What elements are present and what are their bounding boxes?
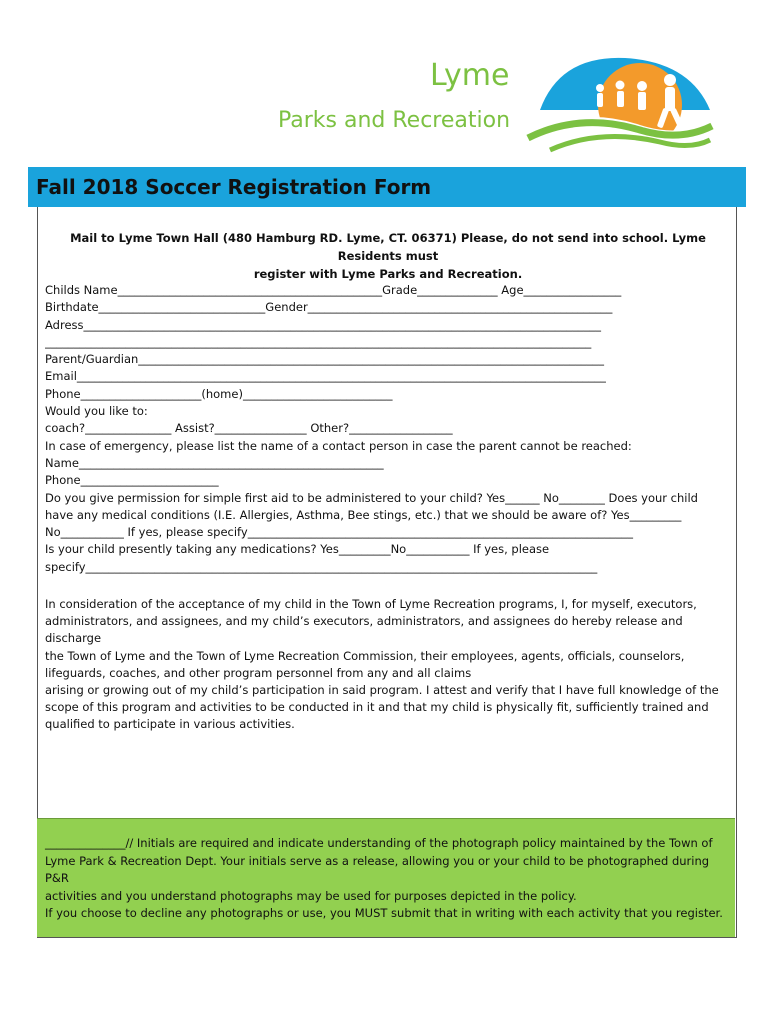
- registration-fields: [45, 282, 725, 576]
- field-emergency-name[interactable]: Name_____________________________________________________: [45, 455, 384, 470]
- release-line: In consideration of the acceptance of my child in the Town of Lyme Recreation programs, I, for myself, executors,: [45, 597, 697, 611]
- release-line: arising or growing out of my child’s participation in said program. I attest and verify that I have full knowledge of the: [45, 683, 719, 698]
- field-parent-guardian[interactable]: Parent/Guardian_________________________________________________________________________________: [45, 352, 605, 367]
- release-line: administrators, and assignees, and my child’s executors, administrators, and assignees do hereby release and discharge: [45, 614, 683, 646]
- field-address-line2[interactable]: _______________________________________________________________________________________________: [45, 334, 592, 349]
- field-phone[interactable]: Phone_____________________(home)__________________________: [45, 386, 393, 401]
- field-address[interactable]: Adress__________________________________________________________________________________________: [45, 317, 601, 332]
- medications-question[interactable]: Is your child presently taking any medications? Yes_________No___________ If yes, please: [45, 542, 550, 557]
- release-line: scope of this program and activities to be conducted in it and that my child is physically fit, sufficiently trained and: [45, 700, 709, 715]
- page-header: [0, 0, 770, 165]
- lyme-logo-icon: [520, 50, 715, 160]
- field-birthdate[interactable]: Birthdate_____________________________Gender_____________________________________________________: [45, 300, 613, 315]
- release-line: the Town of Lyme and the Town of Lyme Recreation Commission, their employees, agents, officials, counselors,: [45, 648, 685, 663]
- release-statement: [45, 596, 725, 734]
- field-emergency-phone[interactable]: Phone________________________: [45, 473, 219, 488]
- medical-conditions-specify[interactable]: No___________ If yes, please specify___________________________________________________________________: [45, 525, 633, 540]
- mail-instructions-line: Mail to Lyme Town Hall (480 Hamburg RD. Lyme, CT. 06371) Please, do not send into school. Lyme Residents must: [70, 231, 706, 263]
- brand-subtitle: Parks and Recreation: [278, 108, 511, 133]
- photo-policy-initials-line[interactable]: ______________// Initials are required and indicate understanding of the photograph policy maintained by the Town of: [45, 836, 713, 850]
- photo-policy-box: [37, 818, 735, 937]
- brand-name: Lyme: [430, 58, 510, 93]
- mail-instructions-line: register with Lyme Parks and Recreation.: [253, 267, 523, 281]
- photo-policy-line: Lyme Park & Recreation Dept. Your initials serve as a release, allowing you or your child to be photographed during P&R: [45, 853, 710, 885]
- medical-conditions-question[interactable]: have any medical conditions (I.E. Allergies, Asthma, Bee stings, etc.) that we should be aware of? Yes_________: [45, 507, 682, 522]
- release-line: lifeguards, coaches, and other program personnel from any and all claims: [45, 665, 472, 680]
- emergency-instructions: In case of emergency, please list the name of a contact person in case the parent cannot be reached:: [45, 438, 632, 453]
- first-aid-question[interactable]: Do you give permission for simple first aid to be administered to your child? Yes______ No________ Does your child: [45, 490, 698, 505]
- medications-specify[interactable]: specify_________________________________________________________________________________________: [45, 559, 598, 574]
- photo-policy-text: [45, 835, 725, 905]
- field-volunteer-options[interactable]: coach?_______________ Assist?________________ Other?__________________: [45, 421, 453, 436]
- photo-policy-line: activities and you understand photographs may be used for purposes depicted in the policy.: [45, 888, 577, 903]
- field-email[interactable]: Email____________________________________________________________________________________________: [45, 369, 606, 384]
- form-title-bar: [28, 167, 746, 207]
- form-title: Fall 2018 Soccer Registration Form: [36, 175, 432, 199]
- photo-decline-note: If you choose to decline any photographs or use, you MUST submit that in writing with each activity that you register.: [45, 906, 723, 920]
- volunteer-question: Would you like to:: [45, 404, 148, 419]
- field-child-name[interactable]: Childs Name______________________________________________Grade______________ Age_________________: [45, 283, 622, 297]
- mail-instructions: [48, 229, 728, 283]
- release-line: qualified to participate in various activities.: [45, 717, 295, 732]
